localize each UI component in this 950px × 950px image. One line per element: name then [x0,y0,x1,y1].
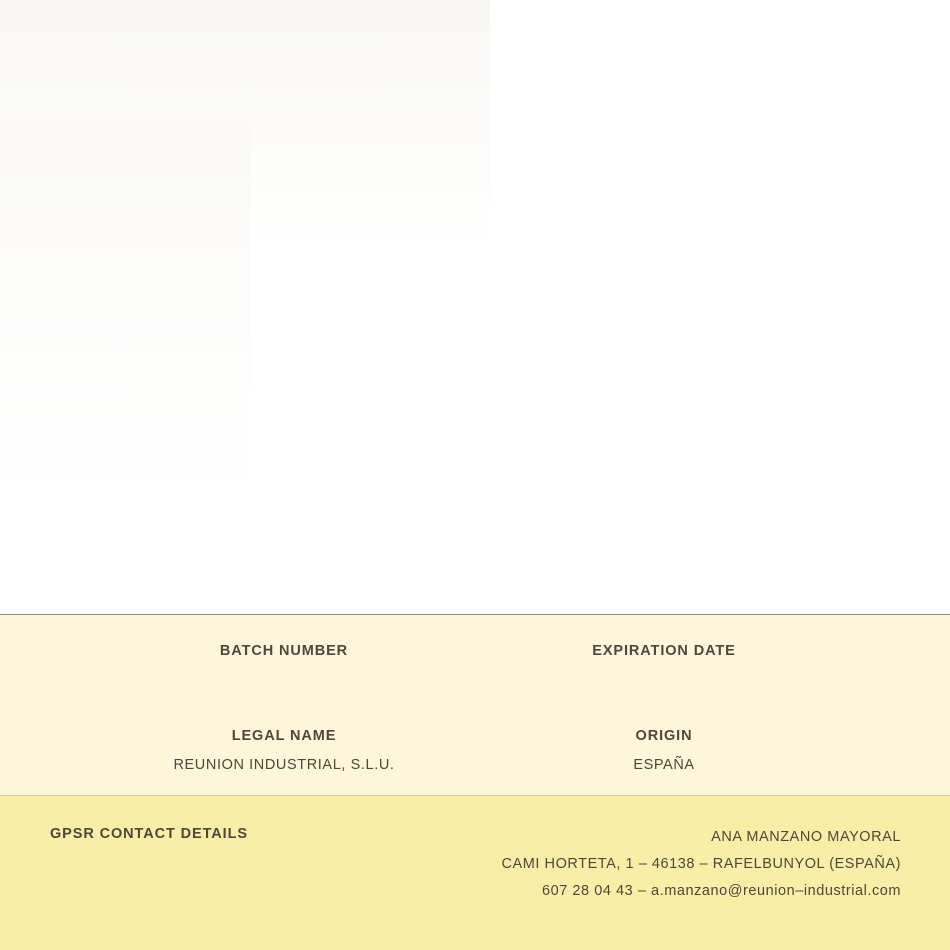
artwork-wash-lower [0,120,250,500]
gpsr-contact-name: ANA MANZANO MAYORAL [711,829,901,845]
gpsr-title: GPSR CONTACT DETAILS [50,826,248,842]
field-legal-name [144,727,424,777]
field-batch-number-label: BATCH NUMBER [219,643,349,659]
field-batch-number [144,642,424,669]
info-field-grid [0,615,950,795]
gpsr-contact-phone-email: 607 28 04 43 – a.manzano@reunion–industrial.com [542,882,901,899]
field-origin-value: ESPAÑA [633,756,695,773]
label-info-band [0,614,950,796]
gpsr-contact-details [502,824,901,904]
gpsr-contact-band [0,796,950,950]
field-legal-name-value: REUNION INDUSTRIAL, S.L.U. [173,756,395,773]
gpsr-contact-address: CAMI HORTETA, 1 – 46138 – RAFELBUNYOL (ESPAÑA) [501,855,901,872]
field-legal-name-label: LEGAL NAME [231,728,337,744]
field-expiration-date-label: EXPIRATION DATE [592,643,736,659]
field-origin-label: ORIGIN [635,728,693,744]
field-origin [524,727,804,777]
field-expiration-date [524,642,804,669]
